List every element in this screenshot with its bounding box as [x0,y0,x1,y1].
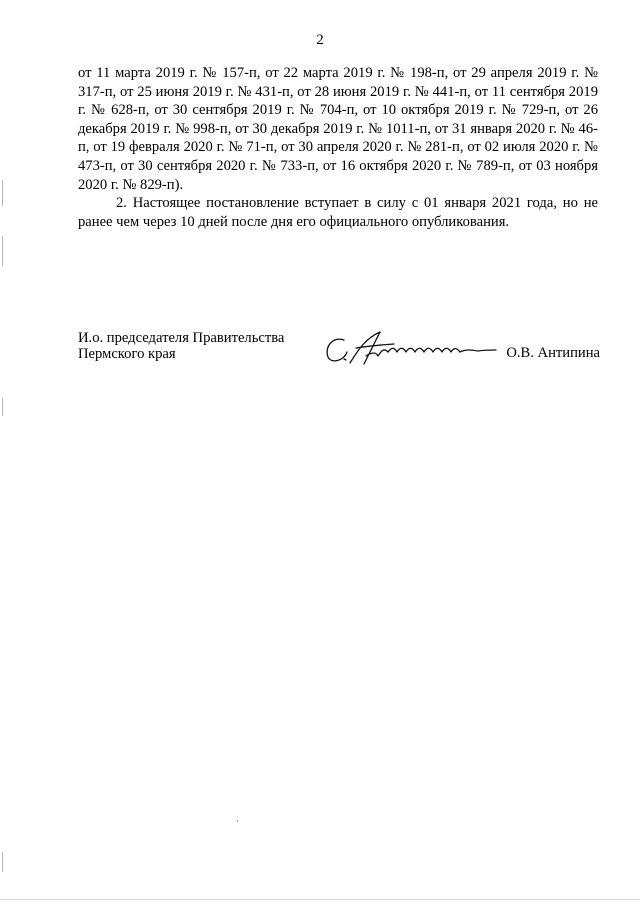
paragraph-effective-date: 2. Настоящее постановление вступает в силу с 01 января 2021 года, но не ранее чем через 10 дней после дня его официального опубликования. [78,195,598,230]
scan-margin-mark [2,398,3,416]
handwritten-signature [322,326,498,366]
scan-bottom-edge [0,899,640,900]
scan-margin-mark [2,236,3,266]
signer-name: О.В. Антипина [506,345,600,361]
signature-block [78,330,600,370]
page-number: 2 [316,32,324,48]
scan-speck [237,820,238,822]
paragraph-amendment-list: от 11 марта 2019 г. № 157-п, от 22 марта 2019 г. № 198-п, от 29 апреля 2019 г. № 317-п, от 25 июня 2019 г. № 431-п, от 28 июня 2019 г. № 441-п, от 11 сентября 2019 г. № 628-п, от 30 сентября 2019 г. № 704-п, от 10 октября 2019 г. № 729-п, от 26 декабря 2019 г. № 998-п, от 30 декабря 2019 г. № 1011-п, от 31 января 2020 г. № 46-п, от 19 февраля 2020 г. № 71-п, от 30 апреля 2020 г. № 281-п, от 02 июля 2020 г. № 473-п, от 30 сентября 2020 г. № 733-п, от 16 октября 2020 г. № 789-п, от 03 ноября 2020 г. № 829-п). [78,65,598,193]
document-body [78,64,598,231]
signer-title-line-2: Пермского края [78,346,176,362]
signer-title [78,330,284,362]
scan-margin-mark [2,180,3,206]
signer-title-line-1: И.о. председателя Правительства [78,330,285,346]
scan-margin-mark [2,852,3,872]
